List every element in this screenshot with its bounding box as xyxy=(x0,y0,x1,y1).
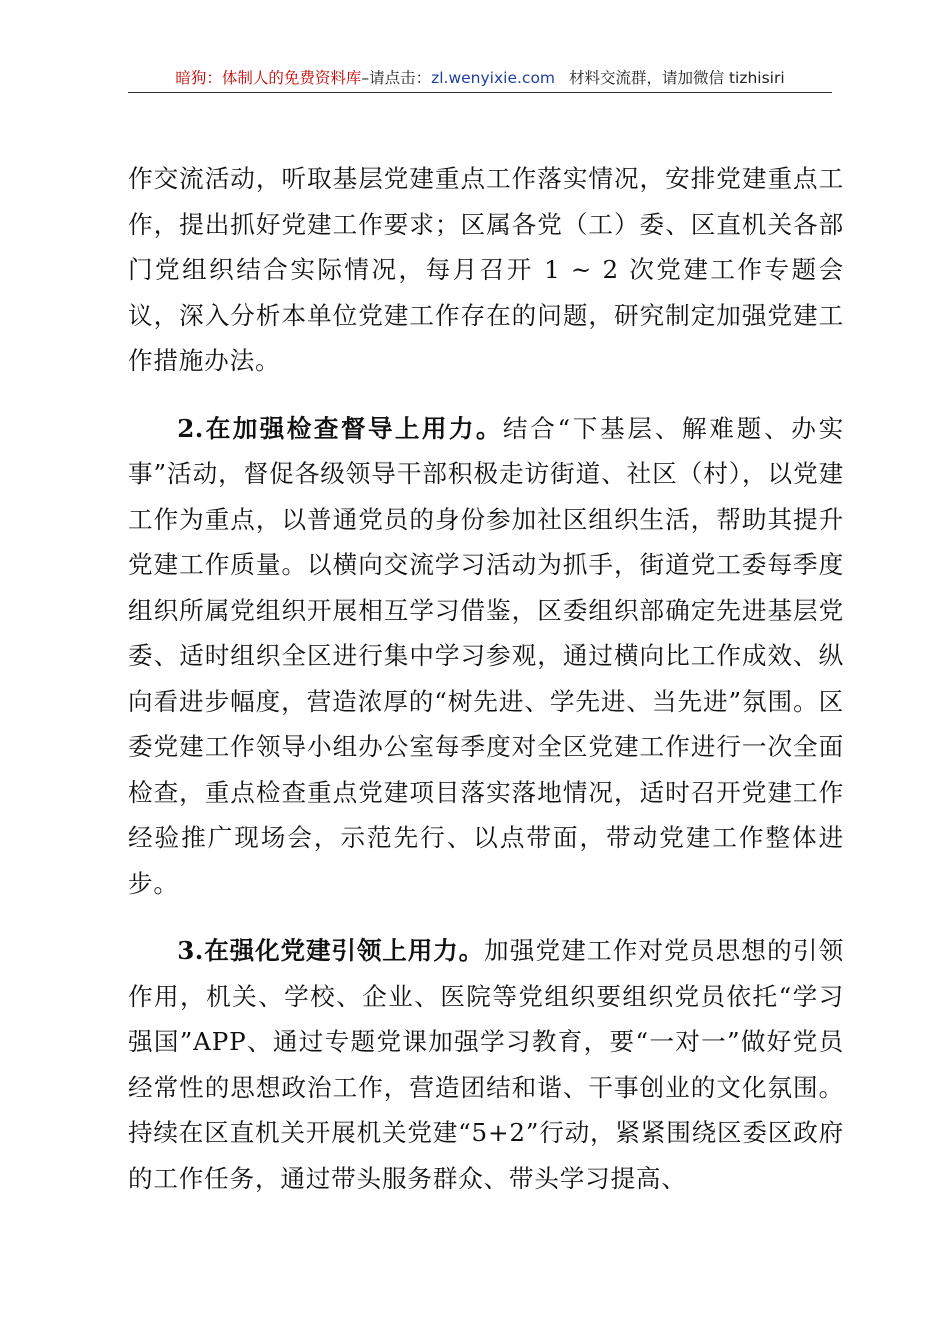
paragraph-text: 作交流活动，听取基层党建重点工作落实情况，安排党建重点工作，提出抓好党建工作要求；区属各党（工）委、区直机关各部门党组织结合实际情况，每月召开 1 ~ 2 次党建工作专题会议，深入分析本单位党建工作存在的问题，研究制定加强党建工作措施办法。 xyxy=(128,164,844,375)
paragraph-continued xyxy=(128,156,844,384)
document-body xyxy=(128,156,844,1201)
page-header xyxy=(128,64,832,93)
paragraph-heading: 3.在强化党建引领上用力。 xyxy=(177,936,485,965)
paragraph-inspection xyxy=(128,406,844,907)
paragraph-guidance xyxy=(128,928,844,1201)
paragraph-text: 结合“下基层、解难题、办实事”活动，督促各级领导干部积极走访街道、社区（村），以党建工作为重点，以普通党员的身份参加社区组织生活，帮助其提升党建工作质量。以横向交流学习活动为抓手，街道党工委每季度组织所属党组织开展相互学习借鉴，区委组织部确定先进基层党委、适时组织全区进行集中学习参观，通过横向比工作成效、纵向看进步幅度，营造浓厚的“树先进、学先进、当先进”氛围。区委党建工作领导小组办公室每季度对全区党建工作进行一次全面检查，重点检查重点党建项目落实落地情况，适时召开党建工作经验推广现场会，示范先行、以点带面，带动党建工作整体进步。 xyxy=(128,413,844,898)
paragraph-heading: 2.在加强检查督导上用力。 xyxy=(177,413,503,443)
header-url-link[interactable]: zl.wenyixie.com xyxy=(431,69,556,87)
header-brand: 暗狗：体制人的免费资料库 xyxy=(175,69,362,87)
header-click-prefix: –请点击： xyxy=(361,69,432,87)
paragraph-text: 加强党建工作对党员思想的引领作用，机关、学校、企业、医院等党组织要组织党员依托“学习强国”APP、通过专题党课加强学习教育，要“一对一”做好党员经常性的思想政治工作，营造团结和谐、干事创业的文化氛围。持续在区直机关开展机关党建“5+2”行动，紧紧围绕区委区政府的工作任务，通过带头服务群众、带头学习提高、 xyxy=(128,936,844,1193)
header-contact: 材料交流群，请加微信 tizhisiri xyxy=(569,69,785,87)
